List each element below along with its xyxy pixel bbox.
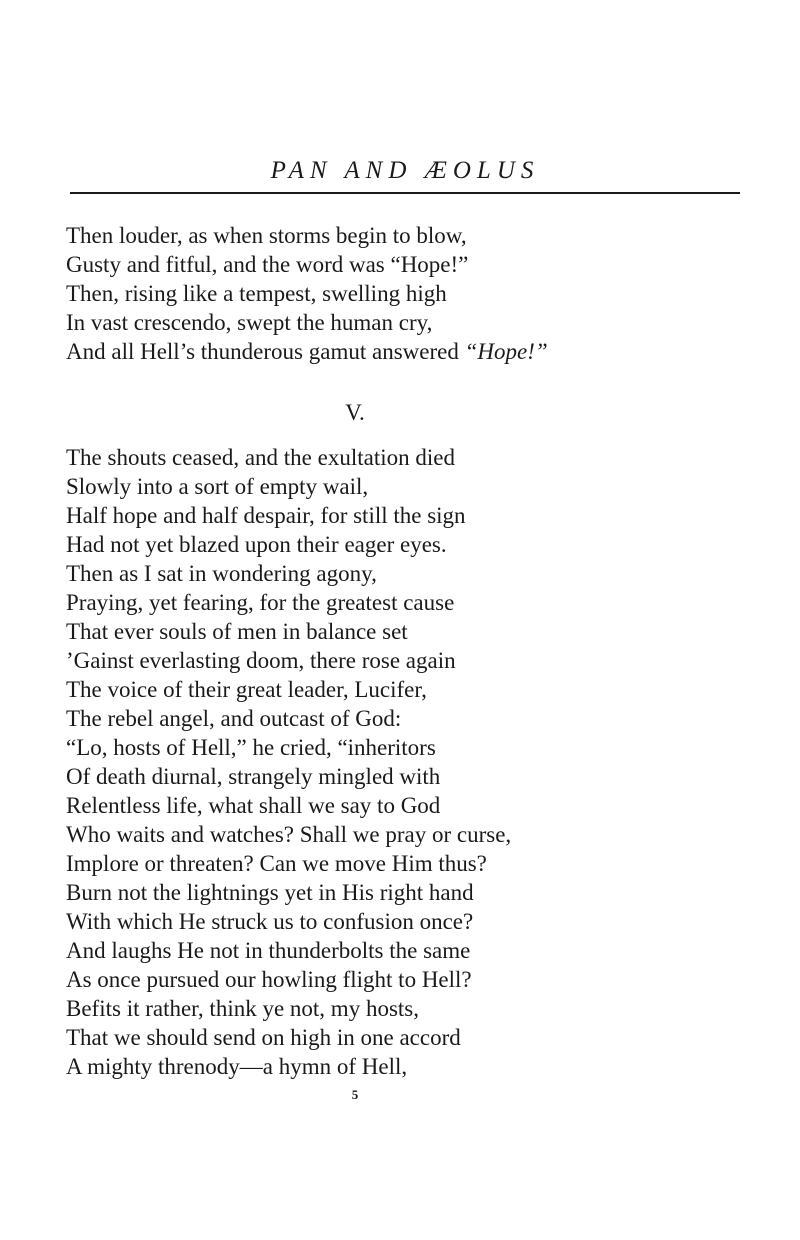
poem-line: Slowly into a sort of empty wail,: [66, 474, 369, 499]
header-rule: [70, 192, 740, 194]
poem-line: That we should send on high in one accord: [66, 1025, 461, 1050]
poem-line: Of death diurnal, strangely mingled with: [66, 764, 441, 789]
poem-line: Then, rising like a tempest, swelling high: [66, 281, 447, 306]
poem-line-last: [66, 337, 766, 366]
poem-line: “Lo, hosts of Hell,” he cried, “inheritors: [66, 735, 436, 760]
stanza-2: [66, 443, 766, 1081]
poem-line: Who waits and watches? Shall we pray or curse,: [66, 822, 512, 847]
section-number: V.: [345, 400, 365, 425]
poem-line: Praying, yet fearing, for the greatest cause: [66, 590, 455, 615]
stanza-1: [66, 221, 766, 366]
poem-line: Implore or threaten? Can we move Him thus?: [66, 851, 487, 876]
poem-line: The rebel angel, and outcast of God:: [66, 706, 402, 731]
poem-line: That ever souls of men in balance set: [66, 619, 408, 644]
poem-line-text: And all Hell’s thunderous gamut answered: [66, 339, 465, 364]
poem-line: Half hope and half despair, for still the sign: [66, 503, 466, 528]
poem-line: The voice of their great leader, Lucifer,: [66, 677, 427, 702]
poem-line: Then louder, as when storms begin to blow,: [66, 223, 467, 248]
poem-line: Then as I sat in wondering agony,: [66, 561, 377, 586]
page-number: 5: [351, 1087, 359, 1102]
poem-line: Had not yet blazed upon their eager eyes.: [66, 532, 447, 557]
poem-line: In vast crescendo, swept the human cry,: [66, 310, 433, 335]
poem-line: The shouts ceased, and the exultation died: [66, 445, 455, 470]
poem-line: A mighty threnody—a hymn of Hell,: [66, 1054, 408, 1079]
poem-line: Gusty and fitful, and the word was “Hope!”: [66, 252, 469, 277]
poem-line: ’Gainst everlasting doom, there rose again: [66, 648, 456, 673]
poem-line: With which He struck us to confusion once?: [66, 909, 474, 934]
poem-line: Relentless life, what shall we say to God: [66, 793, 441, 818]
poem-line: As once pursued our howling flight to Hell?: [66, 967, 472, 992]
poem-line: Befits it rather, think ye not, my hosts,: [66, 996, 419, 1021]
poem-line: And laughs He not in thunderbolts the same: [66, 938, 471, 963]
poem-line: Burn not the lightnings yet in His right hand: [66, 880, 474, 905]
running-head: PAN AND ÆOLUS: [270, 157, 540, 184]
emphasized-hope: “Hope!”: [464, 339, 548, 364]
